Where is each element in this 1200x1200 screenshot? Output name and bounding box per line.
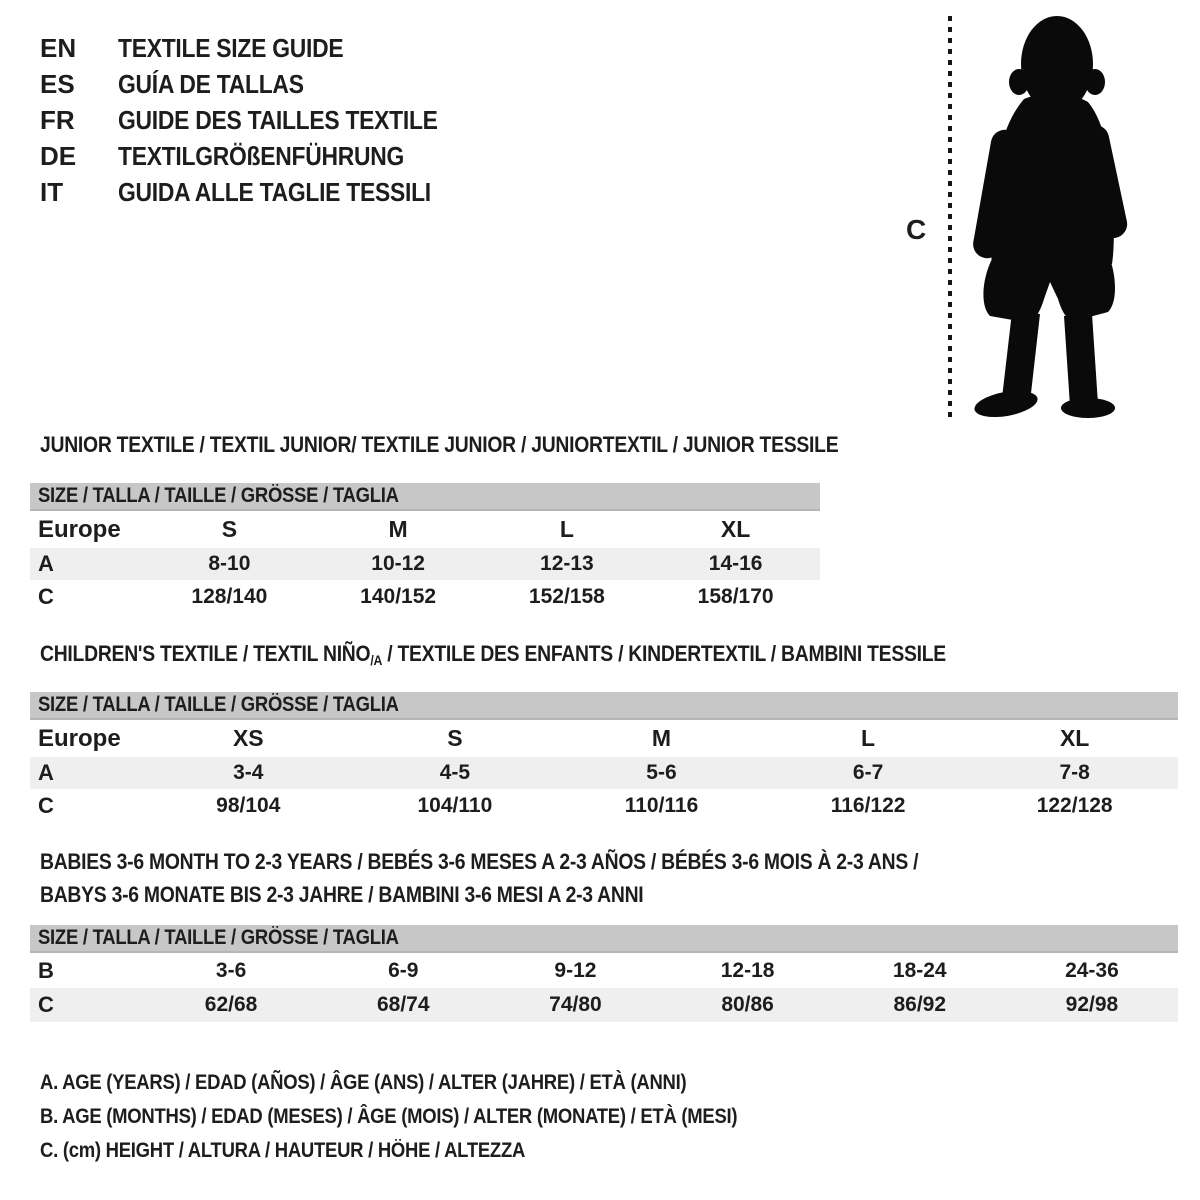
children-size-header-text: SIZE / TALLA / TAILLE / GRÖSSE / TAGLIA [38, 693, 399, 716]
children-height-value: 116/122 [830, 793, 906, 817]
lang-title-fr: GUIDE DES TAILLES TEXTILE [118, 104, 438, 135]
babies-months-row-label: B [38, 957, 54, 983]
children-size-header-band [30, 692, 1178, 720]
children-age-value: 5-6 [646, 761, 677, 784]
legend-height-cm: C. (cm) HEIGHT / ALTURA / HAUTEUR / HÖHE / ALTEZZA [40, 1139, 526, 1162]
children-age-value: 6-7 [852, 761, 884, 784]
children-height-value: 104/110 [417, 793, 493, 817]
babies-size-table [30, 925, 1178, 1022]
children-height-value: 122/128 [1036, 793, 1113, 817]
babies-months-value: 3-6 [215, 958, 247, 982]
babies-height-row-label: C [38, 992, 54, 1017]
children-age-row [30, 757, 1178, 789]
junior-height-row-label: C [38, 583, 54, 609]
junior-age-value: 12-13 [540, 552, 594, 575]
lang-title-it: GUIDA ALLE TAGLIE TESSILI [118, 176, 431, 207]
babies-height-value: 80/86 [721, 993, 774, 1016]
lang-code-de: DE [40, 140, 77, 171]
children-height-value: 110/116 [624, 793, 699, 817]
children-height-row-label: C [38, 792, 54, 818]
children-europe-row [30, 720, 1178, 757]
legend-age-months: B. AGE (MONTHS) / EDAD (MESES) / ÂGE (MOIS) / ALTER (MONATE) / ETÀ (MESI) [40, 1105, 738, 1128]
babies-months-value: 18-24 [892, 958, 947, 982]
junior-height-value: 128/140 [191, 584, 268, 608]
junior-height-value: 140/152 [360, 584, 437, 608]
junior-age-value: 14-16 [708, 552, 763, 575]
babies-size-header-band [30, 925, 1178, 953]
babies-months-value: 9-12 [554, 958, 597, 982]
children-size-m: M [651, 725, 672, 751]
babies-height-value: 92/98 [1065, 993, 1119, 1016]
height-measure-line [948, 16, 952, 418]
children-age-value: 4-5 [439, 761, 471, 784]
babies-height-value: 62/68 [204, 993, 258, 1016]
children-title-sub: /A [370, 652, 383, 668]
lang-row-es [40, 66, 481, 102]
legend-block [40, 1066, 832, 1168]
junior-age-value: 8-10 [208, 552, 251, 575]
babies-months-value: 6-9 [388, 958, 419, 982]
children-age-value: 7-8 [1059, 761, 1090, 784]
lang-row-en [40, 30, 481, 66]
babies-section-title-line1: BABIES 3-6 MONTH TO 2-3 YEARS / BEBÉS 3-6 MESES A 2-3 AÑOS / BÉBÉS 3-6 MOIS À 2-3 ANS / [40, 849, 919, 874]
lang-title-en: TEXTILE SIZE GUIDE [118, 32, 344, 63]
baby-silhouette [962, 14, 1137, 419]
children-size-xl: XL [1059, 725, 1090, 751]
babies-months-value: 24-36 [1065, 958, 1119, 982]
junior-size-s: S [221, 516, 238, 542]
children-age-row-label: A [38, 760, 54, 785]
children-height-row [30, 789, 1178, 822]
children-title-pre: CHILDREN'S TEXTILE / TEXTIL NIÑO [40, 641, 371, 666]
junior-section-title: JUNIOR TEXTILE / TEXTIL JUNIOR/ TEXTILE JUNIOR / JUNIORTEXTIL / JUNIOR TESSILE [40, 432, 839, 457]
junior-height-value: 152/158 [528, 584, 605, 608]
lang-row-it [40, 174, 481, 210]
junior-age-row-label: A [38, 551, 54, 576]
junior-size-header-band [30, 483, 820, 511]
babies-months-row [30, 953, 1178, 988]
junior-size-table [30, 483, 820, 613]
junior-region-label: Europe [38, 515, 121, 543]
junior-height-row [30, 580, 820, 613]
children-size-l: L [861, 725, 876, 751]
height-measure-label: C [906, 214, 927, 245]
junior-size-header-text: SIZE / TALLA / TAILLE / GRÖSSE / TAGLIA [38, 484, 399, 507]
babies-height-value: 74/80 [549, 993, 602, 1016]
lang-row-fr [40, 102, 481, 138]
junior-europe-row [30, 511, 820, 548]
junior-size-xl: XL [720, 516, 751, 542]
children-title-post: / TEXTILE DES ENFANTS / KINDERTEXTIL / BAMBINI TESSILE [382, 641, 946, 666]
lang-code-en: EN [40, 32, 77, 63]
junior-size-m: M [388, 516, 408, 542]
junior-age-row [30, 548, 820, 580]
language-title-block [40, 30, 481, 210]
lang-code-fr: FR [40, 104, 75, 135]
lang-code-it: IT [40, 176, 64, 207]
junior-height-value: 158/170 [697, 584, 774, 608]
junior-size-l: L [559, 516, 574, 542]
babies-height-value: 86/92 [893, 993, 947, 1016]
lang-title-es: GUÍA DE TALLAS [118, 68, 304, 99]
lang-code-es: ES [40, 68, 75, 99]
children-age-value: 3-4 [233, 761, 264, 784]
children-size-table [30, 692, 1178, 822]
babies-height-value: 68/74 [376, 993, 430, 1016]
babies-section-title-line2: BABYS 3-6 MONATE BIS 2-3 JAHRE / BAMBINI 3-6 MESI A 2-3 ANNI [40, 882, 644, 907]
lang-row-de [40, 138, 481, 174]
babies-months-value: 12-18 [720, 958, 775, 982]
babies-height-row [30, 988, 1178, 1022]
children-size-s: S [447, 725, 463, 751]
children-size-xs: XS [232, 725, 264, 751]
children-region-label: Europe [38, 724, 121, 752]
children-height-value: 98/104 [216, 793, 281, 817]
children-section-title [40, 641, 1069, 668]
babies-size-header-text: SIZE / TALLA / TAILLE / GRÖSSE / TAGLIA [38, 926, 399, 949]
lang-title-de: TEXTILGRÖßENFÜHRUNG [118, 140, 405, 171]
junior-age-value: 10-12 [371, 552, 425, 575]
legend-age-years: A. AGE (YEARS) / EDAD (AÑOS) / ÂGE (ANS) / ALTER (JAHRE) / ETÀ (ANNI) [40, 1071, 687, 1094]
